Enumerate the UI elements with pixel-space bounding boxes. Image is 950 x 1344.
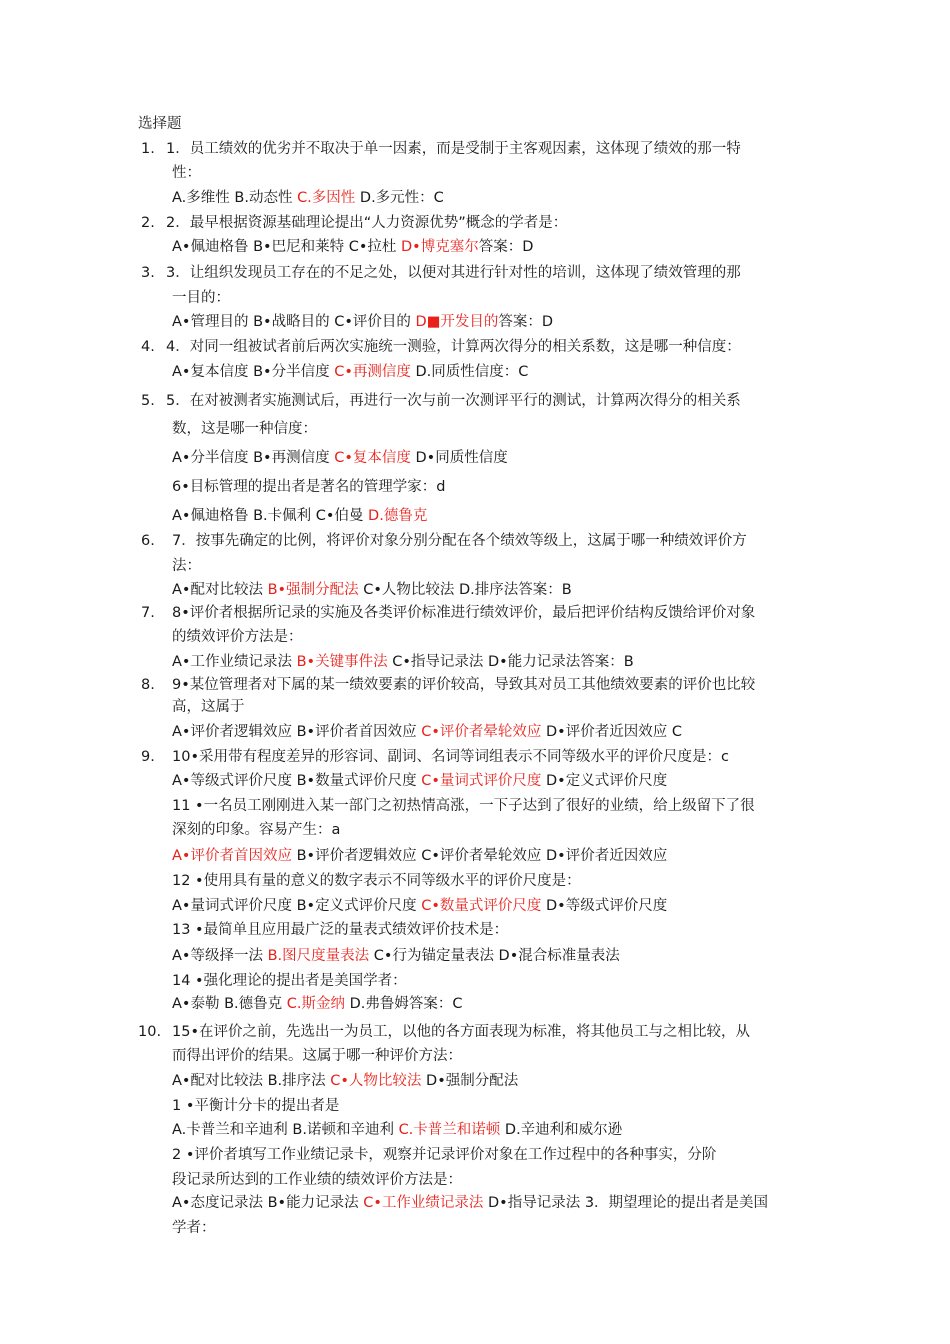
list-number: 1. bbox=[141, 141, 155, 157]
list-number: 5. bbox=[141, 393, 155, 409]
text-segment: 2 •评价者填写工作业绩记录卡，观察并记录评价对象在工作过程中的各种事实，分阶 bbox=[172, 1147, 717, 1163]
text-segment: A•分半信度 B•再测信度 bbox=[172, 450, 335, 466]
text-segment: 答案：D bbox=[478, 239, 534, 255]
text-segment: 4．对同一组被试者前后两次实施统一测验，计算两次得分的相关系数，这是哪一种信度： bbox=[166, 339, 741, 355]
list-number: 7. bbox=[141, 605, 155, 621]
text-segment: A•态度记录法 B•能力记录法 bbox=[172, 1195, 364, 1211]
text-segment: 性： bbox=[172, 165, 201, 181]
highlighted-answer: C•再测信度 bbox=[334, 364, 411, 380]
text-line bbox=[172, 506, 427, 526]
highlighted-answer: A•评价者首因效应 bbox=[172, 848, 292, 864]
text-segment: C•指导记录法 D•能力记录法答案：B bbox=[387, 654, 634, 670]
text-segment: A•等级择一法 bbox=[172, 948, 268, 964]
text-segment: 9•某位管理者对下属的某一绩效要素的评价较高，导致其对员工其他绩效要素的评价也比较 bbox=[172, 677, 756, 693]
text-line bbox=[172, 312, 553, 332]
text-segment: A•工作业绩记录法 bbox=[172, 654, 297, 670]
text-line bbox=[172, 580, 572, 600]
text-segment: D.弗鲁姆答案：C bbox=[344, 996, 463, 1012]
text-line bbox=[172, 920, 508, 940]
text-segment: A•佩迪格鲁 B•巴尼和莱特 C•拉杜 bbox=[172, 239, 401, 255]
text-segment: 数，这是哪一种信度： bbox=[172, 421, 317, 437]
text-line bbox=[172, 796, 755, 816]
text-line bbox=[166, 139, 741, 159]
text-line bbox=[172, 971, 407, 991]
text-segment: A•等级式评价尺度 B•数量式评价尺度 bbox=[172, 773, 422, 789]
text-line bbox=[172, 697, 245, 717]
text-segment: 而得出评价的结果。这属于哪一种评价方法： bbox=[172, 1048, 462, 1064]
text-segment: A•量词式评价尺度 B•定义式评价尺度 bbox=[172, 898, 422, 914]
text-segment: 高，这属于 bbox=[172, 699, 245, 715]
text-segment: 8•评价者根据所记录的实施及各类评价标准进行绩效评价，最后把评价结构反馈给评价对象 bbox=[172, 605, 756, 621]
text-line bbox=[166, 337, 741, 357]
highlighted-answer: C•复本信度 bbox=[334, 450, 411, 466]
text-line bbox=[172, 603, 755, 623]
list-number: 9. bbox=[141, 749, 155, 765]
text-segment: A•配对比较法 bbox=[172, 582, 268, 598]
text-line bbox=[172, 288, 230, 308]
highlighted-answer: C.多因性 bbox=[297, 190, 356, 206]
text-line bbox=[166, 391, 741, 411]
text-segment: 14 •强化理论的提出者是美国学者： bbox=[172, 973, 407, 989]
highlighted-answer: B•关键事件法 bbox=[296, 654, 388, 670]
text-segment: A•配对比较法 B.排序法 bbox=[172, 1073, 331, 1089]
text-segment: C•行为锚定量表法 D•混合标准量表法 bbox=[369, 948, 620, 964]
text-segment: D•评价者近因效应 C bbox=[541, 724, 682, 740]
text-segment: D.多元性：C bbox=[355, 190, 444, 206]
highlighted-answer: C•评价者晕轮效应 bbox=[421, 724, 542, 740]
text-segment: 深刻的印象。容易产生：a bbox=[172, 822, 341, 838]
text-line bbox=[172, 1046, 462, 1066]
text-segment: 的绩效评价方法是： bbox=[172, 629, 303, 645]
text-line bbox=[172, 1022, 750, 1042]
text-line bbox=[172, 1218, 216, 1238]
text-line bbox=[172, 771, 667, 791]
text-line bbox=[172, 994, 463, 1014]
text-line bbox=[172, 448, 508, 468]
text-segment: A.多维性 B.动态性 bbox=[172, 190, 298, 206]
text-segment: 15•在评价之前，先选出一为员工，以他的各方面表现为标准，将其他员工与之相比较，从 bbox=[172, 1024, 750, 1040]
highlighted-answer: C.卡普兰和诺顿 bbox=[398, 1122, 501, 1138]
text-line bbox=[172, 627, 303, 647]
text-line bbox=[172, 652, 634, 672]
text-line bbox=[172, 556, 201, 576]
highlighted-answer: C•数量式评价尺度 bbox=[421, 898, 542, 914]
text-line bbox=[172, 675, 755, 695]
text-segment: 学者： bbox=[172, 1220, 216, 1236]
text-segment: C•人物比较法 D.排序法答案：B bbox=[358, 582, 572, 598]
text-segment: A•复本信度 B•分半信度 bbox=[172, 364, 335, 380]
text-line bbox=[172, 477, 445, 497]
text-line bbox=[172, 896, 667, 916]
highlighted-answer: B.图尺度量表法 bbox=[267, 948, 370, 964]
text-segment: D•指导记录法 3．期望理论的提出者是美国 bbox=[483, 1195, 769, 1211]
text-segment: 6•目标管理的提出者是著名的管理学家：d bbox=[172, 479, 446, 495]
text-line bbox=[172, 1071, 518, 1091]
list-number: 3. bbox=[141, 265, 155, 281]
highlighted-answer: D■开发目的 bbox=[415, 314, 499, 330]
text-segment: 一目的： bbox=[172, 290, 230, 306]
text-segment: 段记录所达到的工作业绩的绩效评价方法是： bbox=[172, 1172, 462, 1188]
text-segment: 10•采用带有程度差异的形容词、副词、名词等词组表示不同等级水平的评价尺度是：c bbox=[172, 749, 729, 765]
text-line bbox=[172, 362, 528, 382]
text-line bbox=[172, 747, 729, 767]
text-line bbox=[172, 1170, 462, 1190]
text-line bbox=[172, 1120, 622, 1140]
text-segment: A•管理目的 B•战略目的 C•评价目的 bbox=[172, 314, 416, 330]
text-segment: D•定义式评价尺度 bbox=[541, 773, 668, 789]
text-segment: A.卡普兰和辛迪利 B.诺顿和辛迪利 bbox=[172, 1122, 399, 1138]
text-line bbox=[172, 188, 444, 208]
text-segment: 7．按事先确定的比例，将评价对象分别分配在各个绩效等级上，这属于哪一种绩效评价方 bbox=[172, 533, 747, 549]
text-line bbox=[172, 237, 533, 257]
text-line bbox=[172, 1145, 716, 1165]
text-segment: 答案：D bbox=[498, 314, 554, 330]
list-number: 10. bbox=[138, 1024, 162, 1040]
highlighted-answer: C.斯金纳 bbox=[286, 996, 345, 1012]
list-number: 8. bbox=[141, 677, 155, 693]
text-segment: D.辛迪利和威尔逊 bbox=[500, 1122, 623, 1138]
highlighted-answer: C•量词式评价尺度 bbox=[421, 773, 542, 789]
text-segment: 1 •平衡计分卡的提出者是 bbox=[172, 1098, 340, 1114]
section-heading: 选择题 bbox=[138, 116, 182, 132]
text-line bbox=[172, 946, 620, 966]
text-line bbox=[166, 213, 567, 233]
text-segment: D.同质性信度：C bbox=[410, 364, 529, 380]
text-line bbox=[172, 871, 581, 891]
highlighted-answer: D•博克塞尔 bbox=[400, 239, 479, 255]
text-line bbox=[166, 263, 741, 283]
text-line bbox=[172, 846, 667, 866]
text-segment: 5．在对被测者实施测试后，再进行一次与前一次测评平行的测试，计算两次得分的相关系 bbox=[166, 393, 741, 409]
text-segment: 2．最早根据资源基础理论提出“人力资源优势”概念的学者是： bbox=[166, 215, 568, 231]
text-segment: 11 •一名员工刚刚进入某一部门之初热情高涨，一下子达到了很好的业绩，给上级留下了很 bbox=[172, 798, 755, 814]
text-segment: 1．员工绩效的优劣并不取决于单一因素，而是受制于主客观因素，这体现了绩效的那一特 bbox=[166, 141, 741, 157]
text-segment: A•评价者逻辑效应 B•评价者首因效应 bbox=[172, 724, 422, 740]
text-line bbox=[172, 1193, 768, 1213]
text-segment: A•佩迪格鲁 B.卡佩利 C•伯曼 bbox=[172, 508, 369, 524]
text-segment: D•强制分配法 bbox=[421, 1073, 519, 1089]
text-segment: 3．让组织发现员工存在的不足之处，以便对其进行针对性的培训，这体现了绩效管理的那 bbox=[166, 265, 741, 281]
highlighted-answer: B•强制分配法 bbox=[267, 582, 359, 598]
text-line bbox=[172, 722, 682, 742]
text-line bbox=[172, 419, 317, 439]
list-number: 4. bbox=[141, 339, 155, 355]
highlighted-answer: C•人物比较法 bbox=[330, 1073, 422, 1089]
highlighted-answer: C•工作业绩记录法 bbox=[363, 1195, 484, 1211]
list-number: 6. bbox=[141, 533, 155, 549]
text-segment: B•评价者逻辑效应 C•评价者晕轮效应 D•评价者近因效应 bbox=[291, 848, 668, 864]
text-line bbox=[172, 163, 201, 183]
text-segment: 13 •最简单且应用最广泛的量表式绩效评价技术是： bbox=[172, 922, 509, 938]
text-line bbox=[172, 1096, 339, 1116]
text-line bbox=[172, 531, 747, 551]
text-segment: A•泰勒 B.德鲁克 bbox=[172, 996, 287, 1012]
highlighted-answer: D.德鲁克 bbox=[368, 508, 428, 524]
text-line bbox=[172, 820, 340, 840]
list-number: 2. bbox=[141, 215, 155, 231]
text-segment: D•等级式评价尺度 bbox=[541, 898, 668, 914]
text-segment: 12 •使用具有量的意义的数字表示不同等级水平的评价尺度是： bbox=[172, 873, 581, 889]
text-segment: 法： bbox=[172, 558, 201, 574]
text-segment: D•同质性信度 bbox=[410, 450, 508, 466]
